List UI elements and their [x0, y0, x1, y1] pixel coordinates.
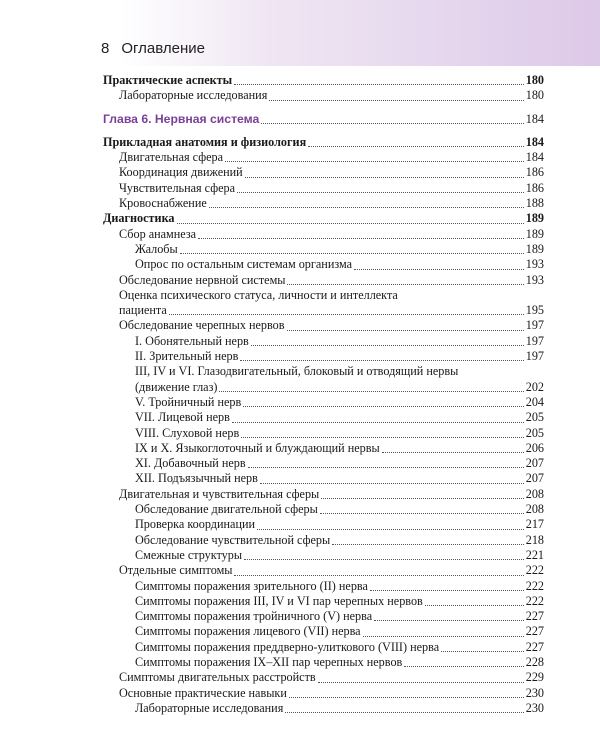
toc-entry-n11[interactable]: XI. Добавочный нерв 207: [135, 456, 544, 471]
toc-entry-mental[interactable]: пациента 195: [119, 303, 544, 318]
toc-entry-n12[interactable]: XII. Подъязычный нерв 207: [135, 471, 544, 486]
toc-entry-coord-check[interactable]: Проверка координации 217: [135, 517, 544, 532]
table-of-contents: [103, 73, 544, 716]
toc-entry-other-systems[interactable]: Опрос по остальным системам организма 193: [135, 257, 544, 272]
toc-entry-anamnesis[interactable]: Сбор анамнеза 189: [119, 226, 544, 241]
toc-entry-mental-line1[interactable]: Оценка психического статуса, личности и интеллекта: [119, 287, 398, 302]
toc-entry-symptoms[interactable]: Отдельные симптомы 222: [119, 563, 544, 578]
toc-entry-sensory[interactable]: Чувствительная сфера 186: [119, 180, 544, 195]
toc-entry-practical[interactable]: Практические аспекты 180: [103, 73, 544, 87]
toc-entry-n5[interactable]: V. Тройничный нерв 204: [135, 394, 544, 409]
toc-entry-n7[interactable]: VII. Лицевой нерв 205: [135, 410, 544, 425]
toc-entry-adjacent[interactable]: Смежные структуры 221: [135, 547, 544, 562]
toc-entry-skills[interactable]: Основные практические навыки 230: [119, 685, 544, 700]
toc-entry-cranial[interactable]: Обследование черепных нервов 197: [119, 318, 544, 333]
toc-entry-s2[interactable]: Симптомы поражения зрительного (II) нерва 222: [135, 578, 544, 593]
toc-entry-blood[interactable]: Кровоснабжение 188: [119, 196, 544, 211]
toc-chapter-6[interactable]: Глава 6. Нервная система 184: [103, 111, 544, 126]
running-title: Оглавление: [121, 39, 205, 57]
toc-entry-lab2[interactable]: Лабораторные исследования 230: [135, 700, 544, 715]
toc-entry-s346[interactable]: Симптомы поражения III, IV и VI пар черепных нервов 222: [135, 593, 544, 608]
toc-entry-motor-sens[interactable]: Двигательная и чувствительная сферы 208: [119, 486, 544, 501]
toc-entry-n910[interactable]: IX и X. Языкоглоточный и блуждающий нервы 206: [135, 440, 544, 455]
toc-entry-s5[interactable]: Симптомы поражения тройничного (V) нерва 227: [135, 609, 544, 624]
toc-entry-n8[interactable]: VIII. Слуховой нерв 205: [135, 425, 544, 440]
toc-entry-n2[interactable]: II. Зрительный нерв 197: [135, 349, 544, 364]
toc-entry-lab1[interactable]: Лабораторные исследования 180: [119, 88, 544, 103]
toc-entry-n1[interactable]: I. Обонятельный нерв 197: [135, 333, 544, 348]
toc-entry-n346-line1[interactable]: III, IV и VI. Глазодвигательный, блоковый и отводящий нервы: [135, 364, 459, 379]
header-band: [0, 0, 600, 66]
page-number: 8: [101, 39, 110, 57]
toc-entry-s7[interactable]: Симптомы поражения лицевого (VII) нерва 227: [135, 624, 544, 639]
toc-entry-n346[interactable]: (движение глаз) 202: [135, 379, 544, 394]
toc-entry-neuro-exam[interactable]: Обследование нервной системы 193: [119, 272, 544, 287]
toc-entry-motor[interactable]: Двигательная сфера 184: [119, 150, 544, 165]
toc-entry-s912[interactable]: Симптомы поражения IX–XII пар черепных нервов 228: [135, 654, 544, 669]
toc-entry-complaints[interactable]: Жалобы 189: [135, 241, 544, 256]
toc-entry-coord[interactable]: Координация движений 186: [119, 165, 544, 180]
toc-entry-diag[interactable]: Диагностика 189: [103, 211, 544, 226]
toc-entry-applied[interactable]: Прикладная анатомия и физиология 184: [103, 134, 544, 149]
toc-entry-sens-exam[interactable]: Обследование чувствительной сферы 218: [135, 532, 544, 547]
toc-entry-motor-exam[interactable]: Обследование двигательной сферы 208: [135, 502, 544, 517]
toc-entry-motor-dis[interactable]: Симптомы двигательных расстройств 229: [119, 670, 544, 685]
running-header: [101, 37, 205, 59]
toc-entry-s8[interactable]: Симптомы поражения преддверно-улиткового (VIII) нерва 227: [135, 639, 544, 654]
